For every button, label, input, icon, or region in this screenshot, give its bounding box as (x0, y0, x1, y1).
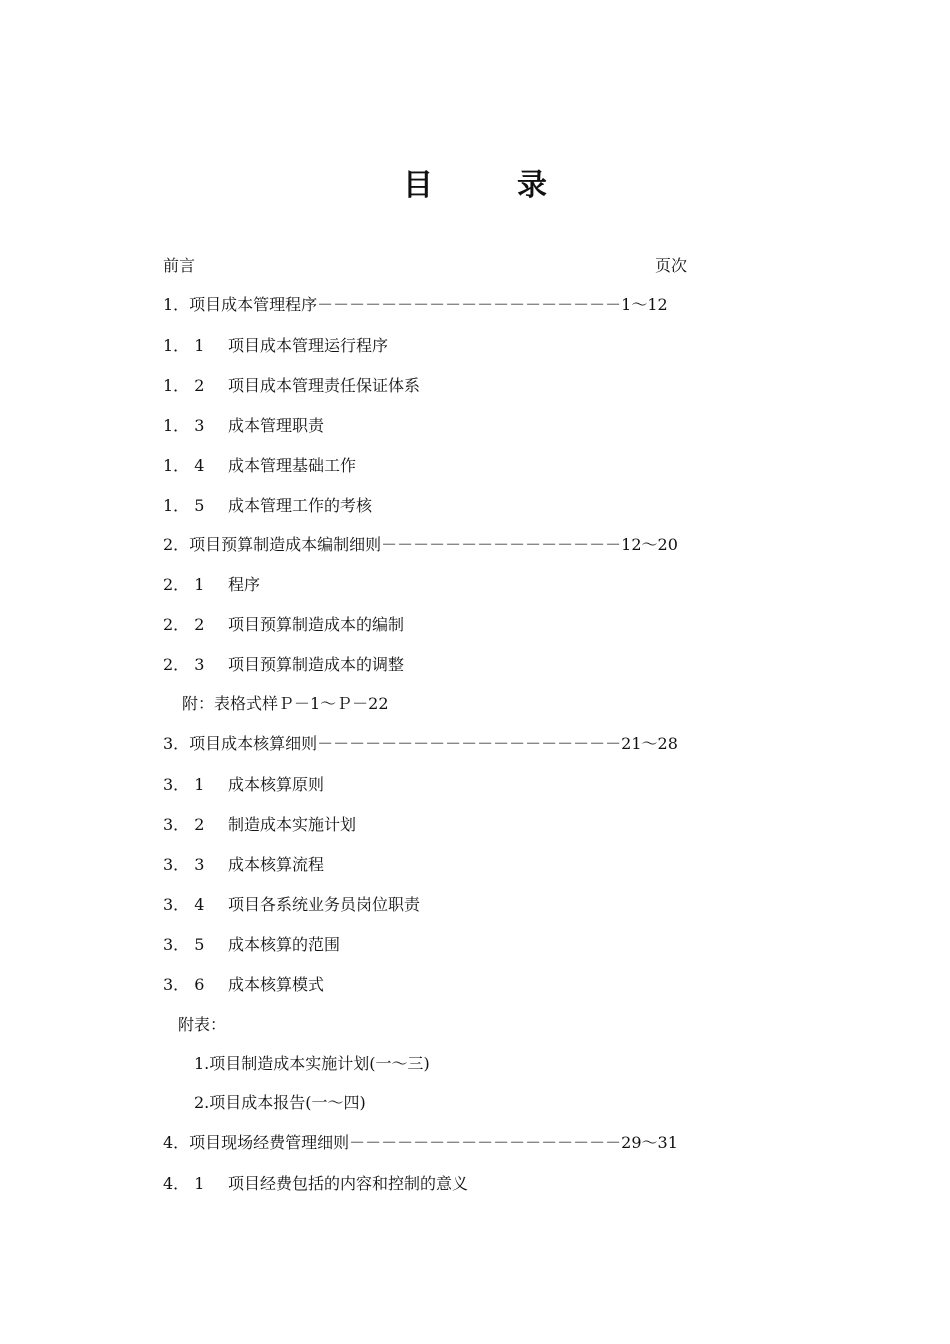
toc-section-title: 成本管理职责 (228, 416, 325, 435)
toc-section-number: 3． 5 (163, 935, 205, 954)
toc-section-title: 成本管理工作的考核 (228, 496, 373, 515)
toc-section-number: 2． 1 (163, 575, 205, 594)
toc-section-number: 2． 3 (163, 655, 205, 674)
toc-section-title: 制造成本实施计划 (228, 815, 357, 834)
toc-section-number: 1． 4 (163, 456, 205, 475)
toc-section-title: 项目预算制造成本的编制 (228, 615, 405, 634)
toc-section-title: 成本核算原则 (228, 775, 325, 794)
toc-section-number: 1． 2 (163, 376, 205, 395)
toc-section-number: 4． 1 (163, 1174, 205, 1193)
toc-appendix-note: 附：表格式样Ｐ－1～Ｐ－22 (182, 694, 389, 713)
toc-section-title: 成本管理基础工作 (228, 456, 357, 475)
toc-chapter-2: 2．项目预算制造成本编制细则－－－－－－－－－－－－－－－12～20 (163, 535, 678, 554)
page-title (0, 160, 950, 204)
toc-attached-table-item: 2.项目成本报告(一～四) (194, 1093, 366, 1112)
toc-section-title: 项目预算制造成本的调整 (228, 655, 405, 674)
toc-section-number: 1． 5 (163, 496, 205, 515)
toc-section-number: 1． 1 (163, 336, 205, 355)
toc-section-number: 3． 3 (163, 855, 205, 874)
toc-section-title: 项目经费包括的内容和控制的意义 (228, 1174, 469, 1193)
toc-section-title: 项目各系统业务员岗位职责 (228, 895, 421, 914)
toc-section-title: 项目成本管理运行程序 (228, 336, 389, 355)
page-column-label: 页次 (655, 256, 688, 275)
toc-attached-table-item: 1.项目制造成本实施计划(一～三) (194, 1054, 430, 1073)
toc-chapter-1: 1．项目成本管理程序－－－－－－－－－－－－－－－－－－－1～12 (163, 295, 668, 314)
title-char-1: 目 (403, 168, 433, 203)
toc-section-number: 2． 2 (163, 615, 205, 634)
preface-label: 前言 (163, 256, 196, 275)
toc-section-number: 3． 6 (163, 975, 205, 994)
toc-chapter-3: 3．项目成本核算细则－－－－－－－－－－－－－－－－－－－21～28 (163, 734, 678, 753)
toc-attached-tables-label: 附表： (178, 1015, 227, 1034)
toc-section-title: 项目成本管理责任保证体系 (228, 376, 421, 395)
title-char-2: 录 (517, 168, 547, 203)
toc-section-number: 3． 4 (163, 895, 205, 914)
toc-section-title: 成本核算模式 (228, 975, 325, 994)
toc-section-number: 3． 1 (163, 775, 205, 794)
toc-section-number: 1． 3 (163, 416, 205, 435)
toc-section-title: 程序 (228, 575, 261, 594)
toc-chapter-4: 4．项目现场经费管理细则－－－－－－－－－－－－－－－－－29～31 (163, 1133, 678, 1152)
toc-section-number: 3． 2 (163, 815, 205, 834)
toc-section-title: 成本核算的范围 (228, 935, 341, 954)
toc-section-title: 成本核算流程 (228, 855, 325, 874)
